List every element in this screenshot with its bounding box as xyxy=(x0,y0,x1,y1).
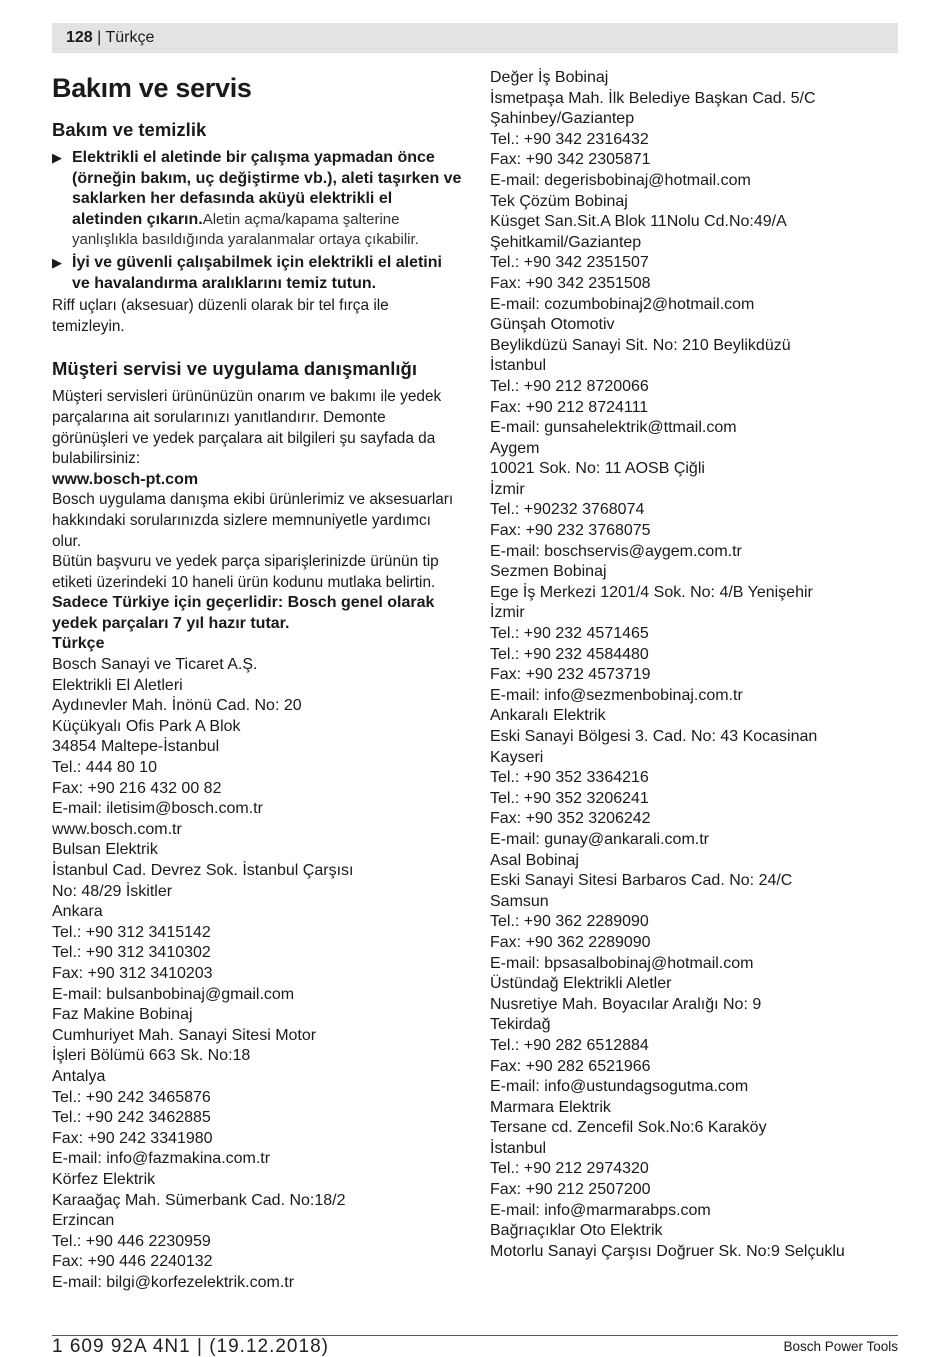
address-line: 10021 Sok. No: 11 AOSB Çiğli xyxy=(490,460,705,478)
address-company-name: Günşah Otomotiv xyxy=(490,316,615,334)
address-line: Fax: +90 282 6521966 xyxy=(490,1057,651,1075)
page-header xyxy=(52,23,898,53)
address-email[interactable]: E-mail: info@ustundagsogutma.com xyxy=(490,1078,749,1096)
address-line: Tel.: +90 352 3364216 xyxy=(490,769,649,787)
address-email[interactable]: E-mail: bilgi@korfezelektrik.com.tr xyxy=(52,1273,295,1291)
address-line: Eski Sanayi Bölgesi 3. Cad. No: 43 Kocasinan xyxy=(490,728,818,745)
address-company-name: Değer İş Bobinaj xyxy=(490,69,609,86)
bullet-normal-text: Aletin açma/kapama şalterine yanlışlıkla basıldığında yaralanmalar ortaya çıkabilir. xyxy=(72,210,419,249)
address-line: Aydınevler Mah. İnönü Cad. No: 20 xyxy=(52,697,302,715)
address-line: İstanbul Cad. Devrez Sok. İstanbul Çarşısı xyxy=(52,862,354,879)
address-block xyxy=(490,706,900,850)
address-email[interactable]: E-mail: cozumbobinaj2@hotmail.com xyxy=(490,295,755,313)
page-title: Bakım ve servis xyxy=(52,73,252,103)
address-line: Tel.: 444 80 10 xyxy=(52,759,157,777)
address-list-right xyxy=(490,68,900,1262)
address-line: İsmetpaşa Mah. İlk Belediye Başkan Cad. 5/C xyxy=(490,89,816,107)
address-line: Tekirdağ xyxy=(490,1016,551,1034)
address-email[interactable]: E-mail: bulsanbobinaj@gmail.com xyxy=(52,985,295,1003)
bullet-bold-text: Elektrikli el aletinde bir çalışma yapmadan önce (örneğin bakım, uç değiştirme vb.), aleti taşırken ve saklarken her defasında aküyü elektrikli el aletinden çıkarın. xyxy=(72,149,462,228)
address-line: Tel.: +90 242 3462885 xyxy=(52,1109,211,1127)
address-line: İstanbul xyxy=(490,1139,547,1157)
address-line: 34854 Maltepe-İstanbul xyxy=(52,738,220,756)
address-line: Fax: +90 242 3341980 xyxy=(52,1129,213,1147)
advice-text: Bosch uygulama danışma ekibi ürünlerimiz ve aksesuarları hakkındaki sorularınızda sizlere memnuniyetle yardımcı olur. xyxy=(52,491,454,550)
address-line: Tel.: +90 232 4571465 xyxy=(490,625,649,643)
address-line: Tel.: +90232 3768074 xyxy=(490,501,645,519)
country-heading: Türkçe xyxy=(52,635,105,653)
address-line: Kayseri xyxy=(490,748,544,766)
address-block xyxy=(490,439,900,563)
address-company-name: Bosch Sanayi ve Ticaret A.Ş. xyxy=(52,656,258,674)
address-company-name: Körfez Elektrik xyxy=(52,1170,156,1188)
address-block xyxy=(52,655,464,840)
address-email[interactable]: E-mail: info@fazmakina.com.tr xyxy=(52,1150,271,1168)
address-company-name: Ankaralı Elektrik xyxy=(490,707,606,725)
address-line: Tel.: +90 282 6512884 xyxy=(490,1036,649,1054)
address-company-name: Bulsan Elektrik xyxy=(52,841,158,859)
address-company-name: Aygem xyxy=(490,439,540,457)
header-separator: | xyxy=(97,29,102,46)
address-block xyxy=(490,315,900,439)
address-email[interactable]: E-mail: gunay@ankarali.com.tr xyxy=(490,830,709,848)
address-company-name: Üstündağ Elektrikli Aletler xyxy=(490,975,672,993)
address-line: Eski Sanayi Sitesi Barbaros Cad. No: 24/C xyxy=(490,872,793,890)
address-line: Tel.: +90 212 2974320 xyxy=(490,1160,649,1178)
address-company-name: Marmara Elektrik xyxy=(490,1098,611,1116)
address-line: İstanbul xyxy=(490,357,547,375)
address-block xyxy=(490,192,900,316)
bullet-arrow-icon: ▶ xyxy=(52,150,62,165)
footer-brand: Bosch Power Tools xyxy=(783,1339,898,1354)
address-line: Fax: +90 362 2289090 xyxy=(490,933,651,951)
address-company-name: Sezmen Bobinaj xyxy=(490,563,607,581)
header-language: Türkçe xyxy=(105,29,155,46)
address-line: Fax: +90 232 3768075 xyxy=(490,522,651,540)
address-website[interactable]: www.bosch.com.tr xyxy=(52,820,182,838)
address-line: Şehitkamil/Gaziantep xyxy=(490,233,642,251)
address-email[interactable]: E-mail: info@marmarabps.com xyxy=(490,1201,711,1219)
address-line: İşleri Bölümü 663 Sk. No:18 xyxy=(52,1047,251,1065)
address-line: Karaağaç Mah. Sümerbank Cad. No:18/2 xyxy=(52,1191,346,1209)
address-company-name: Tek Çözüm Bobinaj xyxy=(490,192,628,210)
address-line: Tel.: +90 352 3206241 xyxy=(490,789,649,807)
address-line: Fax: +90 446 2240132 xyxy=(52,1253,213,1271)
address-block xyxy=(490,1098,900,1222)
address-line: Antalya xyxy=(52,1067,106,1085)
website-link[interactable]: www.bosch-pt.com xyxy=(52,470,199,488)
address-company-name: Faz Makine Bobinaj xyxy=(52,1006,193,1024)
address-line: Fax: +90 216 432 00 82 xyxy=(52,779,222,797)
address-email[interactable]: E-mail: degerisbobinaj@hotmail.com xyxy=(490,171,751,189)
address-block xyxy=(52,1170,464,1294)
left-column xyxy=(52,68,464,1293)
right-column xyxy=(490,68,900,1262)
address-block xyxy=(52,1005,464,1170)
address-line: Tel.: +90 242 3465876 xyxy=(52,1088,211,1106)
header-text xyxy=(66,28,154,48)
address-company-name: Asal Bobinaj xyxy=(490,851,579,869)
address-line: Fax: +90 212 8724111 xyxy=(490,398,649,416)
page-number: 128 xyxy=(66,29,93,46)
address-line: Tel.: +90 362 2289090 xyxy=(490,913,649,931)
address-line: Küsget San.Sit.A Blok 11Nolu Cd.No:49/A xyxy=(490,213,787,231)
turkey-only-note: Sadece Türkiye için geçerlidir: Bosch genel olarak yedek parçaları 7 yıl hazır tutar. xyxy=(52,594,435,632)
address-line: İzmir xyxy=(490,604,525,622)
address-email[interactable]: E-mail: bpsasalbobinaj@hotmail.com xyxy=(490,954,754,972)
address-line: Tel.: +90 342 2316432 xyxy=(490,130,649,148)
address-block xyxy=(490,1221,900,1262)
address-line: Motorlu Sanayi Çarşısı Doğruer Sk. No:9 Selçuklu xyxy=(490,1242,845,1260)
address-line: Nusretiye Mah. Boyacılar Aralığı No: 9 xyxy=(490,995,762,1013)
address-email[interactable]: E-mail: info@sezmenbobinaj.com.tr xyxy=(490,686,743,704)
bullet-bold-text: İyi ve güvenli çalışabilmek için elektrikli el aletini ve havalandırma aralıklarını temiz tutun. xyxy=(72,253,442,292)
address-line: Küçükyalı Ofis Park A Blok xyxy=(52,717,241,735)
address-line: Fax: +90 312 3410203 xyxy=(52,964,213,982)
address-line: Cumhuriyet Mah. Sanayi Sitesi Motor xyxy=(52,1026,317,1044)
section-heading-maintenance: Bakım ve temizlik xyxy=(52,119,207,140)
address-email[interactable]: E-mail: gunsahelektrik@ttmail.com xyxy=(490,419,737,437)
address-line: Ankara xyxy=(52,903,103,921)
address-block xyxy=(490,68,900,192)
bullet-keep-clean xyxy=(52,253,464,294)
riff-text: Riff uçları (aksesuar) düzenli olarak bir tel fırça ile temizleyin. xyxy=(52,297,389,335)
footer-doc-code: 1 609 92A 4N1 | (19.12.2018) xyxy=(52,1336,329,1357)
address-line: Tel.: +90 342 2351507 xyxy=(490,254,649,272)
address-line: No: 48/29 İskitler xyxy=(52,882,173,900)
address-block xyxy=(490,851,900,975)
address-block xyxy=(490,562,900,706)
section-heading-customer-service: Müşteri servisi ve uygulama danışmanlığı xyxy=(52,358,417,380)
address-line: Şahinbey/Gaziantep xyxy=(490,110,635,128)
address-line: Elektrikli El Aletleri xyxy=(52,676,183,694)
address-line: Ege İş Merkezi 1201/4 Sok. No: 4/B Yenişehir xyxy=(490,583,813,601)
address-line: Tel.: +90 312 3410302 xyxy=(52,944,211,962)
address-line: Tel.: +90 312 3415142 xyxy=(52,923,211,941)
order-text: Bütün başvuru ve yedek parça siparişlerinizde ürünün tip etiketi üzerindeki 10 haneli ürün kodunu mutlaka belirtin. xyxy=(52,553,439,591)
address-email[interactable]: E-mail: boschservis@aygem.com.tr xyxy=(490,542,742,560)
address-line: Samsun xyxy=(490,892,549,910)
address-block xyxy=(490,974,900,1098)
address-line: Fax: +90 342 2351508 xyxy=(490,274,651,292)
address-line: Fax: +90 232 4573719 xyxy=(490,666,651,684)
address-email[interactable]: E-mail: iletisim@bosch.com.tr xyxy=(52,800,263,818)
address-line: Fax: +90 352 3206242 xyxy=(490,810,651,828)
address-block xyxy=(52,840,464,1005)
address-line: İzmir xyxy=(490,480,525,498)
address-line: Tel.: +90 232 4584480 xyxy=(490,645,649,663)
address-company-name: Bağrıaçıklar Oto Elektrik xyxy=(490,1222,663,1240)
address-line: Tersane cd. Zencefil Sok.No:6 Karaköy xyxy=(490,1119,767,1137)
address-list-left xyxy=(52,655,464,1293)
bullet-remove-battery xyxy=(52,148,464,251)
address-line: Erzincan xyxy=(52,1212,115,1230)
address-line: Tel.: +90 446 2230959 xyxy=(52,1232,211,1250)
bullet-arrow-icon: ▶ xyxy=(52,254,62,270)
address-line: Beylikdüzü Sanayi Sit. No: 210 Beylikdüzü xyxy=(490,336,791,354)
address-line: Tel.: +90 212 8720066 xyxy=(490,377,649,395)
address-line: Fax: +90 342 2305871 xyxy=(490,151,651,169)
service-text: Müşteri servisleri ürününüzün onarım ve bakımı ile yedek parçalarına ait sorularınızı yanıtlandırır. Demonte görünüşleri ve yedek parçalara ait bilgileri şu sayfada da bulabilirsiniz: xyxy=(52,388,442,468)
address-line: Fax: +90 212 2507200 xyxy=(490,1181,651,1199)
